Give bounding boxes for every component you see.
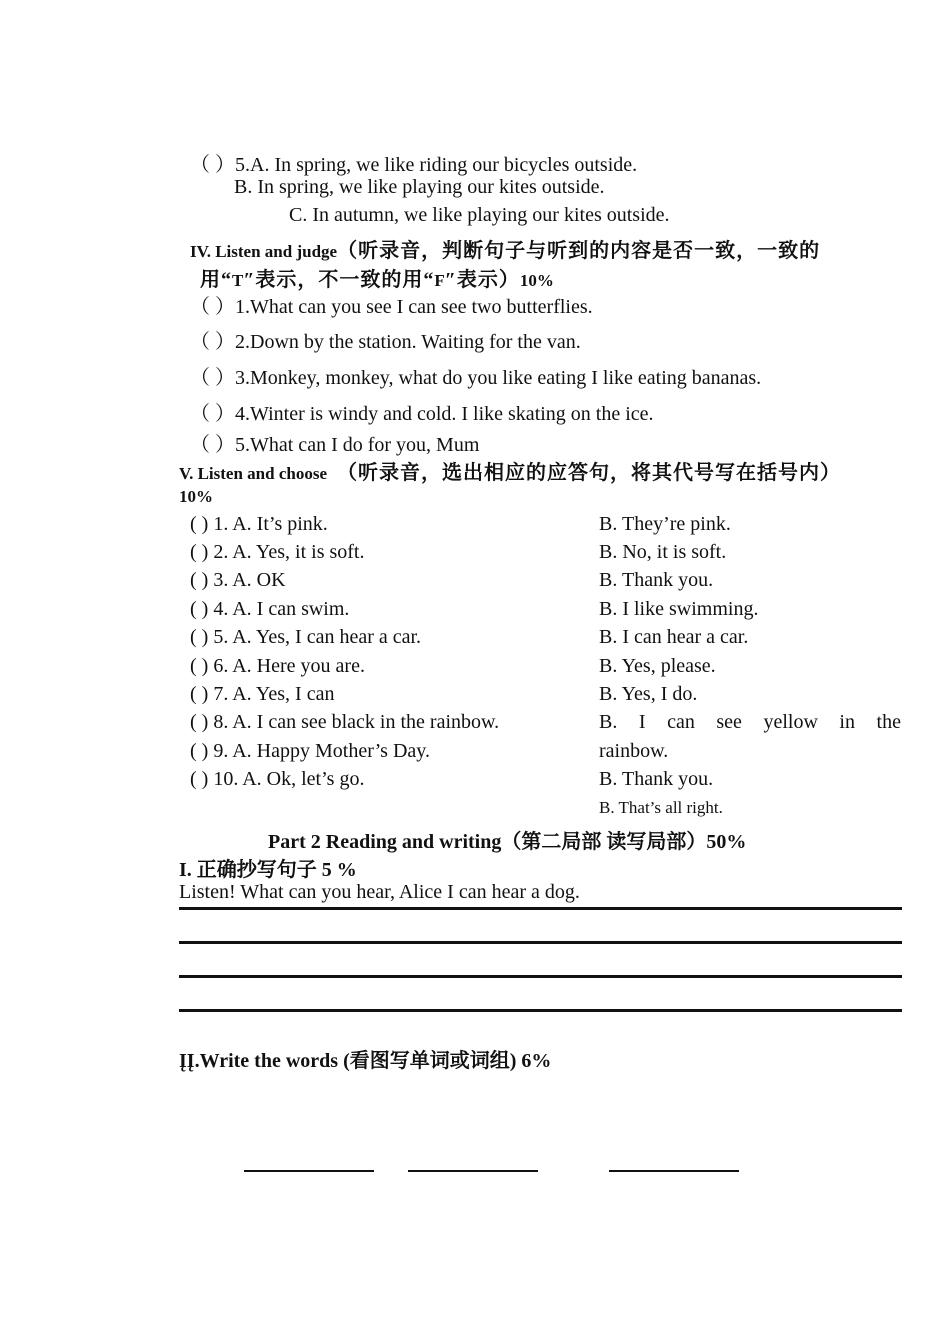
choose-item-a — [190, 740, 430, 763]
option-b: B. No, it is soft. — [599, 541, 727, 563]
option-a: 7. A. Yes, I can — [213, 683, 335, 705]
answer-blank[interactable] — [244, 1170, 374, 1172]
option-a: 9. A. Happy Mother’s Day. — [213, 740, 430, 762]
section-v-title — [179, 456, 841, 485]
judge-text: 4.Winter is windy and cold. I like skating on the ice. — [235, 403, 654, 425]
word: the — [876, 711, 901, 733]
section-score: 10% — [179, 487, 213, 506]
section-title-cn: （听录音，判断句子与听到的内容是否一致，一致的 — [337, 240, 821, 262]
writing-line[interactable] — [179, 1009, 902, 1012]
option-b-extra: B. That’s all right. — [599, 798, 723, 817]
option-a: 5.A. In spring, we like riding our bicycles outside. — [235, 154, 638, 176]
answer-paren[interactable]: （ ） — [190, 296, 235, 318]
judge-text: 5.What can I do for you, Mum — [235, 434, 480, 456]
section-i-title: I. 正确抄写句子 5 % — [179, 859, 357, 881]
answer-paren[interactable]: ( ) — [190, 541, 209, 563]
word: yellow — [763, 711, 818, 733]
section-ii-title: ĮĮ.Write the words (看图写单词或词组) 6% — [179, 1050, 552, 1072]
answer-paren[interactable]: ( ) — [190, 711, 209, 733]
option-b: rainbow. — [599, 740, 669, 762]
option-a: 8. A. I can see black in the rainbow. — [213, 711, 500, 733]
title-f-mark: F — [434, 271, 445, 290]
title-text: ″表示，不一致的用“ — [243, 269, 435, 291]
judge-text: 2.Down by the station. Waiting for the van. — [235, 331, 581, 353]
section-iv-title-line2 — [200, 263, 554, 292]
judge-item — [190, 428, 479, 457]
answer-blank[interactable] — [609, 1170, 739, 1172]
word: see — [716, 711, 742, 733]
option-a: 3. A. OK — [213, 569, 286, 591]
option-b: B. I like swimming. — [599, 598, 759, 620]
judge-item — [190, 290, 593, 319]
answer-paren[interactable]: ( ) — [190, 569, 209, 591]
section-title-en: IV. Listen and judge — [190, 242, 338, 261]
answer-paren[interactable]: （ ） — [190, 331, 235, 353]
choose-item-a — [190, 513, 328, 536]
writing-line[interactable] — [179, 941, 902, 944]
answer-paren[interactable]: ( ) — [190, 626, 209, 648]
answer-paren[interactable]: （ ） — [190, 434, 235, 456]
option-b: B. Yes, I do. — [599, 683, 698, 705]
option-a: 6. A. Here you are. — [213, 655, 365, 677]
judge-text: 3.Monkey, monkey, what do you like eating I like eating bananas. — [235, 367, 762, 389]
choose-item-a — [190, 655, 365, 678]
judge-item — [190, 361, 761, 390]
option-b: B. Thank you. — [599, 768, 714, 790]
section-score: 10% — [519, 271, 554, 290]
section-iv-title — [190, 234, 820, 263]
judge-item — [190, 325, 581, 354]
section-title-cn: （听录音，选出相应的应答句，将其代号写在括号内） — [337, 462, 841, 484]
choose-item-a — [190, 541, 364, 564]
title-t-mark: T — [232, 271, 244, 290]
section-title-en: V. Listen and choose — [179, 464, 327, 483]
word: B. — [599, 711, 618, 733]
title-text: 用“ — [200, 269, 232, 291]
option-b: B. Thank you. — [599, 569, 714, 591]
choose-item-a — [190, 711, 499, 734]
option-c: C. In autumn, we like playing our kites outside. — [289, 204, 670, 226]
judge-item — [190, 397, 654, 426]
answer-paren[interactable]: （ ） — [190, 403, 235, 425]
option-b: B. Yes, please. — [599, 655, 716, 677]
writing-line[interactable] — [179, 975, 902, 978]
answer-paren[interactable]: ( ) — [190, 655, 209, 677]
choose-item-a — [190, 569, 286, 592]
answer-paren[interactable]: ( ) — [190, 598, 209, 620]
choose-item-a — [190, 768, 364, 791]
question-row-3-5 — [190, 148, 637, 177]
judge-text: 1.What can you see I can see two butterflies. — [235, 296, 593, 318]
option-a: 1. A. It’s pink. — [213, 513, 328, 535]
part2-title: Part 2 Reading and writing（第二局部 读写局部）50% — [268, 831, 747, 853]
option-a: 4. A. I can swim. — [213, 598, 350, 620]
choose-item-a — [190, 683, 334, 706]
writing-line[interactable] — [179, 907, 902, 910]
option-b: B. In spring, we like playing our kites outside. — [234, 176, 605, 198]
option-b: B. I can hear a car. — [599, 626, 749, 648]
answer-paren[interactable]: ( ) — [190, 683, 209, 705]
option-a: 2. A. Yes, it is soft. — [213, 541, 365, 563]
option-b: B. They’re pink. — [599, 513, 731, 535]
word: in — [839, 711, 855, 733]
choose-item-a — [190, 626, 421, 649]
answer-paren[interactable]: （ ） — [190, 367, 235, 389]
copy-sentence: Listen! What can you hear, Alice I can hear a dog. — [179, 881, 580, 903]
title-text: ″表示） — [444, 269, 520, 291]
answer-paren[interactable]: ( ) — [190, 768, 209, 790]
choose-item-a — [190, 598, 349, 621]
answer-paren[interactable]: ( ) — [190, 513, 209, 535]
answer-paren[interactable]: ( ) — [190, 740, 209, 762]
option-a: 10. A. Ok, let’s go. — [213, 768, 365, 790]
option-b-justified — [599, 711, 901, 734]
answer-blank[interactable] — [408, 1170, 538, 1172]
word: I — [638, 711, 646, 733]
option-a: 5. A. Yes, I can hear a car. — [213, 626, 422, 648]
answer-paren[interactable]: （ ） — [190, 154, 235, 176]
word: can — [667, 711, 695, 733]
